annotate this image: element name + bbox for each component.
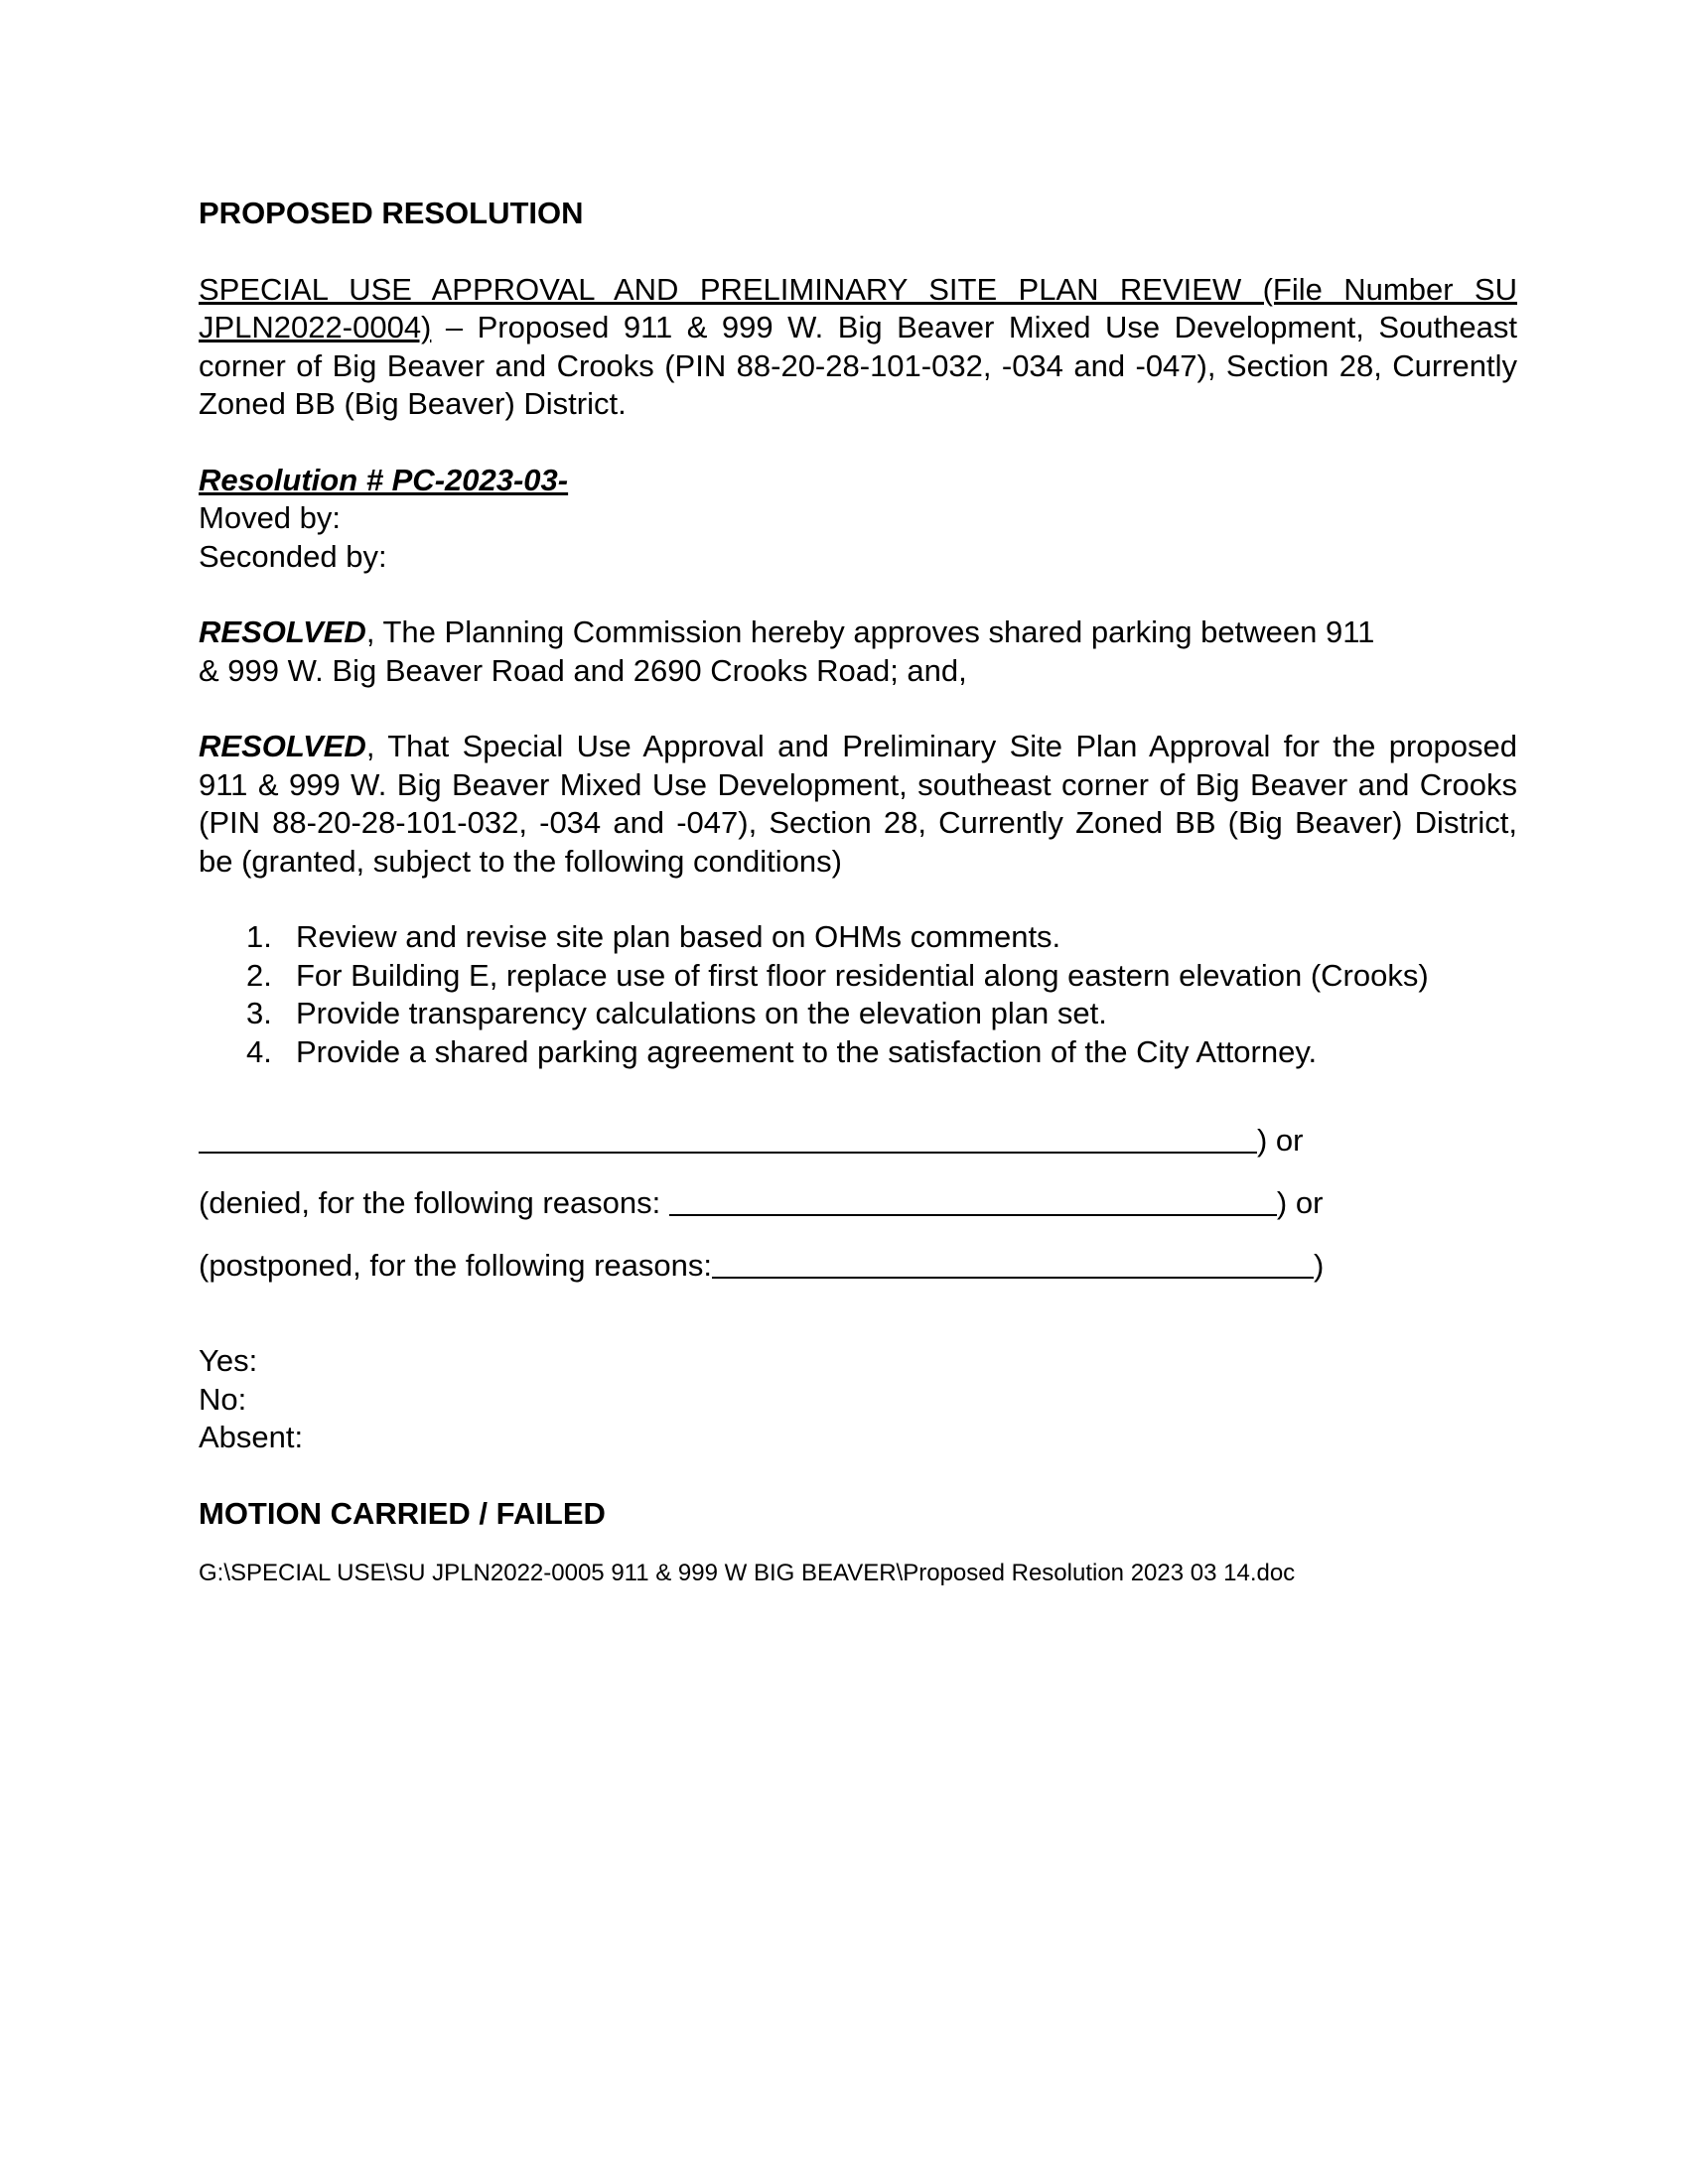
condition-item bbox=[199, 1033, 1517, 1072]
motion-result: MOTION CARRIED / FAILED bbox=[199, 1495, 606, 1531]
vote-yes-label: Yes: bbox=[199, 1343, 258, 1378]
condition-item bbox=[199, 995, 1517, 1033]
postponed-label: (postponed, for the following reasons: bbox=[199, 1247, 712, 1283]
resolution-number: Resolution # PC-2023-03- bbox=[199, 462, 569, 497]
granted-blank-line[interactable] bbox=[199, 1122, 1257, 1154]
subject-description: – Proposed 911 & 999 W. Big Beaver Mixed Use Development, Southeast corner of Big Beaver and Crooks (PIN 88-20-28-101-032, -034 and -047), Section 28, Currently Zoned BB (Big Beaver) District. bbox=[199, 310, 1517, 421]
resolved-approval-text: , That Special Use Approval and Preliminary Site Plan Approval for the proposed 911 & 999 W. Big Beaver Mixed Use Development, southeast corner of Big Beaver and Crooks (PIN 88-20-28-101-032, -034 and -047), Section 28, Currently Zoned BB (Big Beaver) District, be (granted, subject to the following conditions) bbox=[199, 729, 1517, 879]
condition-number: 1. bbox=[246, 919, 272, 954]
postponed-fill-line bbox=[199, 1222, 1517, 1285]
condition-number: 2. bbox=[246, 957, 272, 993]
postponed-blank-line[interactable] bbox=[712, 1247, 1314, 1279]
resolved-approval-paragraph bbox=[199, 728, 1517, 881]
file-path-footer: G:\SPECIAL USE\SU JPLN2022-0005 911 & 999 W BIG BEAVER\Proposed Resolution 2023 03 14.doc bbox=[199, 1560, 1296, 1586]
vote-tally bbox=[199, 1342, 1517, 1457]
vote-no-label: No: bbox=[199, 1381, 247, 1417]
seconded-by-label: Seconded by: bbox=[199, 538, 387, 574]
condition-item bbox=[199, 957, 1517, 996]
moved-by-label: Moved by: bbox=[199, 500, 342, 535]
condition-text: Review and revise site plan based on OHMs comments. bbox=[296, 919, 1061, 954]
resolved-parking-line-2: & 999 W. Big Beaver Road and 2690 Crooks Road; and, bbox=[199, 652, 967, 688]
denied-fill-line bbox=[199, 1160, 1517, 1222]
resolved-parking-line-1: , The Planning Commission hereby approves shared parking between 911 bbox=[365, 614, 1375, 649]
conditions-list bbox=[199, 918, 1517, 1071]
denied-blank-line[interactable] bbox=[669, 1184, 1277, 1216]
postponed-suffix: ) bbox=[1313, 1247, 1325, 1283]
resolved-parking-paragraph bbox=[199, 614, 1517, 690]
resolution-subject bbox=[199, 271, 1517, 424]
granted-suffix: ) or bbox=[1257, 1122, 1304, 1158]
resolved-keyword: RESOLVED bbox=[199, 614, 366, 649]
resolved-keyword: RESOLVED bbox=[199, 729, 366, 763]
condition-text: Provide transparency calculations on the elevation plan set. bbox=[296, 996, 1107, 1030]
condition-text: Provide a shared parking agreement to the satisfaction of the City Attorney. bbox=[296, 1033, 1318, 1069]
condition-item bbox=[199, 918, 1517, 957]
granted-fill-line bbox=[199, 1097, 1517, 1160]
resolution-document bbox=[199, 195, 1517, 1588]
motion-info bbox=[199, 462, 1517, 577]
condition-number: 4. bbox=[246, 1033, 272, 1069]
denied-suffix: ) or bbox=[1276, 1184, 1324, 1220]
vote-absent-label: Absent: bbox=[199, 1420, 304, 1454]
subject-file-reference: SPECIAL USE APPROVAL AND PRELIMINARY SITE PLAN REVIEW (File Number SU JPLN2022-0004) bbox=[199, 271, 1517, 344]
condition-text: For Building E, replace use of first floor residential along eastern elevation (Crooks) bbox=[296, 957, 1429, 993]
condition-number: 3. bbox=[246, 996, 272, 1030]
document-heading: PROPOSED RESOLUTION bbox=[199, 196, 584, 230]
denied-label: (denied, for the following reasons: bbox=[199, 1184, 669, 1220]
